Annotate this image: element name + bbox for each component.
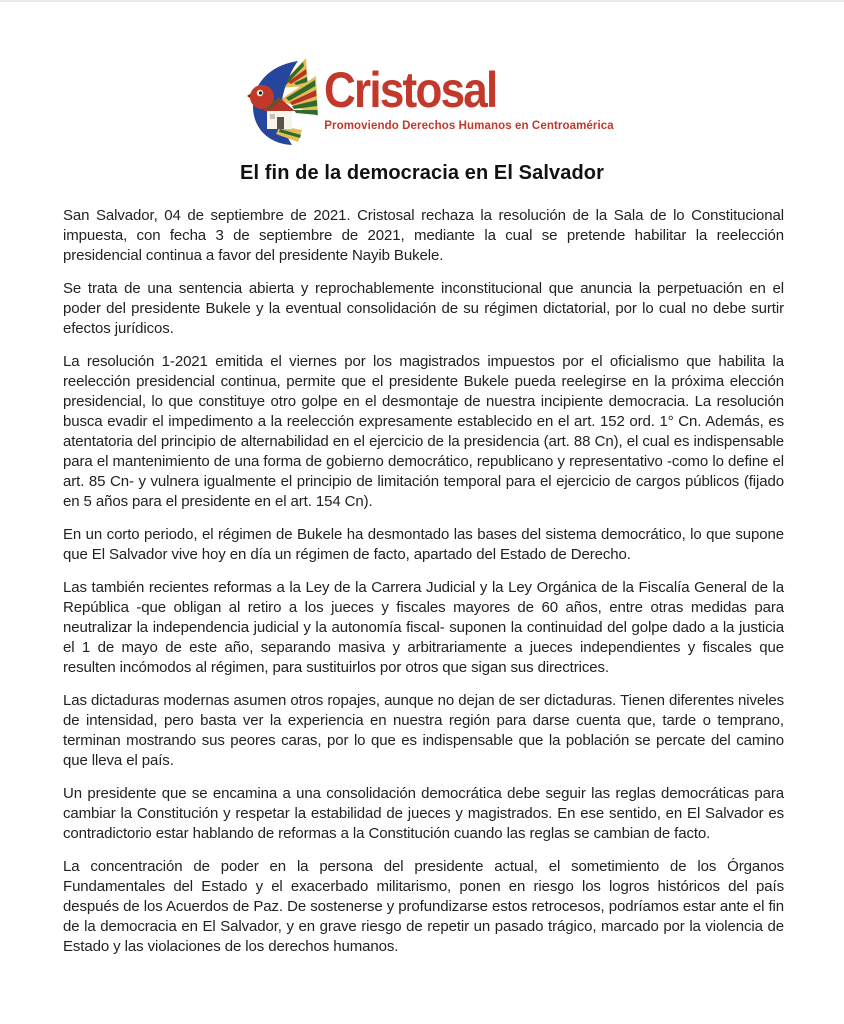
paragraph: Las dictaduras modernas asumen otros ropajes, aunque no dejan de ser dictaduras. Tienen diferentes niveles de intensidad, pero basta ver la experiencia en nuestra región para darse cuenta que, tarde o temprano, terminan mostrando sus peores caras, por lo que es indispensable que la población se percate del camino que lleva el país. xyxy=(63,692,784,769)
paragraph: La resolución 1-2021 emitida el viernes por los magistrados impuestos por el oficialismo que habilita la reelección presidencial continua, permite que el presidente Bukele pueda reelegirse en la próxima elección presidencial, lo que constituye otro golpe en el desmontaje de nuestra incipiente democracia. La resolución busca evadir el impedimento a la reelección expresamente establecido en el art. 152 ord. 1° Cn. Además, es atentatoria del principio de alternabilidad en el ejercicio de la presidencia (art. 88 Cn), el cual es indispensable para el mantenimiento de una forma de gobierno democrático, republicano y representativo -como lo define el art. 85 Cn- y vulnera igualmente el principio de limitación temporal para el ejercicio de cargos públicos (fijado en 5 años para el presidente en el art. 154 Cn). xyxy=(63,353,784,510)
logo-header xyxy=(0,2,844,146)
logo-tagline: Promoviendo Derechos Humanos en Centroamérica xyxy=(324,120,614,132)
cristosal-bird-icon xyxy=(246,56,318,146)
paragraph-dateline: San Salvador, 04 de septiembre de 2021. Cristosal rechaza la resolución de la Sala de lo Constitucional impuesta, con fecha 3 de septiembre de 2021, mediante la cual se pretende habilitar la reelección presidencial continua a favor del presidente Nayib Bukele. xyxy=(63,207,784,264)
paragraph: Un presidente que se encamina a una consolidación democrática debe seguir las reglas democráticas para cambiar la Constitución y respetar la estabilidad de jueces y magistrados. En ese sentido, en El Salvador es contradictorio estar hablando de reformas a la Constitución cuando las reglas se cambian de facto. xyxy=(63,785,784,842)
article-title: El fin de la democracia en El Salvador xyxy=(240,162,604,184)
paragraph: Se trata de una sentencia abierta y reprochablemente inconstitucional que anuncia la perpetuación en el poder del presidente Bukele y la eventual consolidación de su régimen dictatorial, por lo cual no debe surtir efectos jurídicos. xyxy=(63,280,784,337)
article-body xyxy=(0,185,844,957)
cristosal-logo xyxy=(246,56,614,146)
paragraph: Las también recientes reformas a la Ley de la Carrera Judicial y la Ley Orgánica de la Fiscalía General de la República -que obligan al retiro a los jueces y fiscales mayores de 60 años, entre otras medidas para neutralizar la independencia judicial y la autonomía fiscal- suponen la continuidad del golpe dado a la justicia el 1 de mayo de este año, separando masiva y arbitrariamente a jueces independientes y fiscales que resulten incómodos al régimen, para sustituirlos por otros que sigan sus directrices. xyxy=(63,579,784,676)
paragraph: En un corto periodo, el régimen de Bukele ha desmontado las bases del sistema democrático, lo que supone que El Salvador vive hoy en día un régimen de facto, apartado del Estado de Derecho. xyxy=(63,526,784,563)
logo-text-block xyxy=(324,56,614,132)
paragraph: La concentración de poder en la persona del presidente actual, el sometimiento de los Órganos Fundamentales del Estado y el exacerbado militarismo, ponen en riesgo los logros históricos del país después de los Acuerdos de Paz. De sostenerse y profundizarse estos retrocesos, podríamos estar ante el fin de la democracia en El Salvador, y en grave riesgo de repetir un pasado trágico, marcado por la violencia de Estado y las violaciones de los derechos humanos. xyxy=(63,858,784,955)
logo-wordmark: Cristosal xyxy=(324,62,497,118)
